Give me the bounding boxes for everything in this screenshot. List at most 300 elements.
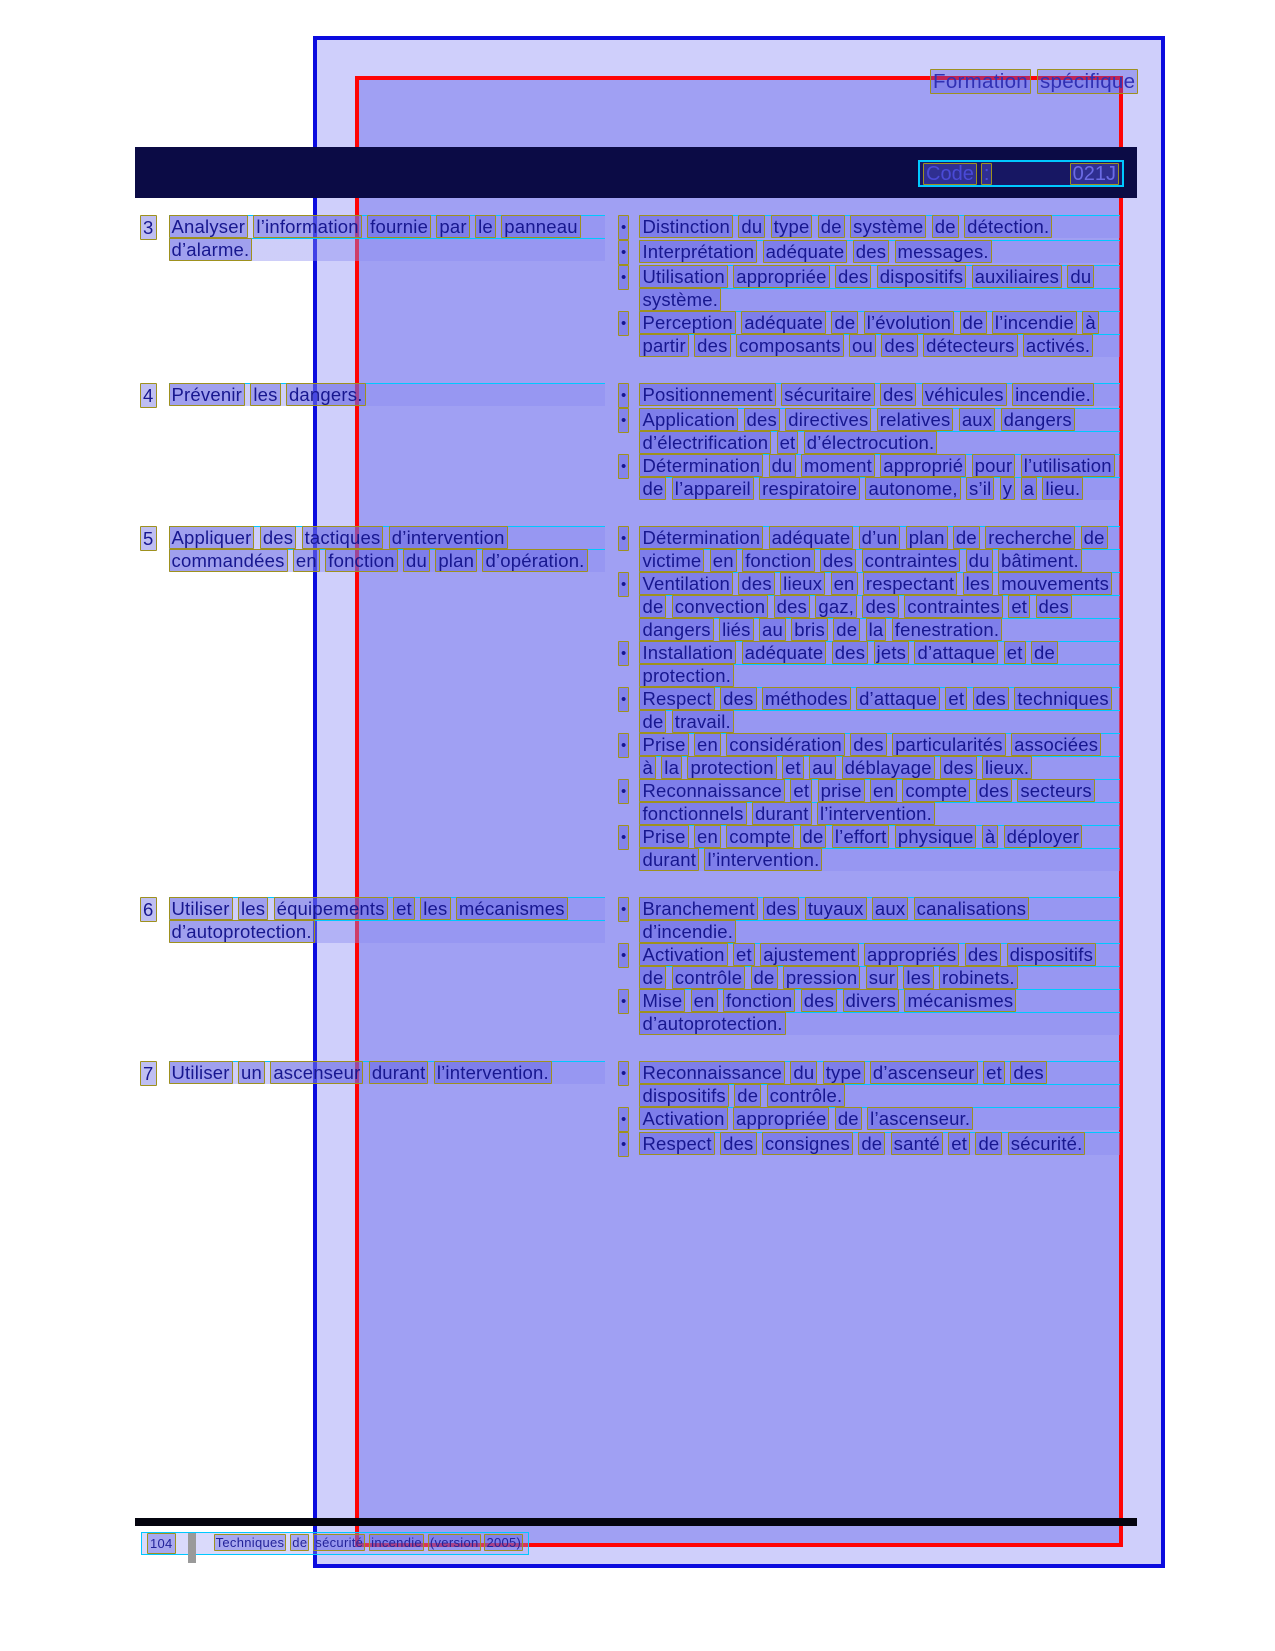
word-box: Mise (639, 989, 685, 1012)
word-box: adéquate (742, 641, 827, 664)
word-box: tactiques (302, 526, 384, 549)
word-box: de (1031, 641, 1058, 664)
criterion-text (639, 215, 1120, 238)
criterion-item (618, 311, 1120, 357)
criterion-text (639, 989, 1120, 1035)
word-box: des (820, 549, 856, 572)
criterion-item (618, 383, 1120, 408)
bullet-icon: • (618, 408, 629, 433)
word-box: incendie. (1012, 383, 1094, 406)
word-box: les (420, 897, 450, 920)
word-box: de (960, 311, 987, 334)
word-box: lieux. (982, 756, 1032, 779)
criterion-text (639, 383, 1120, 406)
word-box: Respect (639, 1132, 714, 1155)
code-value: 021J (1070, 163, 1119, 185)
page-number: 104 (147, 1533, 176, 1554)
word-box: panneau (501, 215, 580, 238)
word-box: (version (429, 1535, 479, 1550)
word-box: composants (736, 334, 844, 357)
word-box: des (976, 779, 1012, 802)
criterion-text (639, 943, 1120, 989)
word-box: spécifique (1037, 69, 1138, 94)
word-box: et (945, 687, 967, 710)
word-box: jets (874, 641, 910, 664)
word-box: par (436, 215, 469, 238)
criteria-list (618, 526, 1120, 871)
word-box: adéquate (769, 526, 854, 549)
criterion-item (618, 240, 1120, 265)
word-box: sécuritaire (781, 383, 875, 406)
bullet-icon: • (618, 897, 629, 922)
word-box: Reconnaissance (639, 779, 785, 802)
criterion-item (618, 733, 1120, 779)
word-box: des (260, 526, 296, 549)
objective-statement (169, 1061, 605, 1084)
word-box: incendie (371, 1535, 422, 1550)
word-box: Branchement (639, 897, 757, 920)
word-box: recherche (985, 526, 1075, 549)
word-box: de (292, 1535, 308, 1550)
word-box: particularités (892, 733, 1006, 756)
word-box: des (744, 408, 780, 431)
objective-statement (169, 897, 605, 943)
word-box: des (880, 383, 916, 406)
objective-number: 5 (140, 526, 157, 551)
word-box: fenestration. (892, 618, 1002, 641)
word-box: en (870, 779, 897, 802)
word-box: au (759, 618, 786, 641)
criterion-item (618, 572, 1120, 641)
word-box: en (293, 549, 320, 572)
word-box: d’ascenseur (870, 1061, 978, 1084)
criterion-text (639, 897, 1120, 943)
word-box: détection. (964, 215, 1052, 238)
word-box: Positionnement (639, 383, 775, 406)
word-box: Application (639, 408, 738, 431)
objective-statement (169, 383, 605, 406)
word-box: dispositifs (639, 1084, 728, 1107)
word-box: de (831, 311, 858, 334)
objective-left (140, 383, 618, 408)
bullet-icon: • (618, 454, 629, 479)
footer-divider (188, 1533, 196, 1563)
word-box: mouvements (998, 572, 1112, 595)
word-box: l’utilisation (1021, 454, 1115, 477)
word-box: durant (639, 848, 699, 871)
word-box: des (862, 595, 898, 618)
code-field (918, 160, 1124, 187)
page-footer (141, 1532, 529, 1555)
word-box: à (982, 825, 999, 848)
word-box: et (983, 1061, 1005, 1084)
word-box: équipements (274, 897, 388, 920)
bullet-icon: • (618, 526, 629, 551)
word-box: bâtiment. (998, 549, 1082, 572)
word-box: l’ascenseur. (867, 1107, 973, 1130)
objective-row (140, 215, 1120, 357)
word-box: consignes (762, 1132, 853, 1155)
criterion-text (639, 733, 1120, 779)
criteria-list (618, 383, 1120, 500)
word-box: le (475, 215, 496, 238)
word-box: de (835, 1107, 862, 1130)
word-box: du (966, 549, 993, 572)
word-box: auxiliaires (972, 265, 1062, 288)
criterion-item (618, 1107, 1120, 1132)
word-box: sécurité (315, 1535, 364, 1550)
criterion-item (618, 779, 1120, 825)
objective-row (140, 1061, 1120, 1157)
word-box: les (250, 383, 280, 406)
word-box: associées (1011, 733, 1101, 756)
word-box: aux (959, 408, 995, 431)
word-box: dangers (639, 618, 713, 641)
word-box: contrôle (672, 966, 745, 989)
word-box: Formation (930, 69, 1031, 94)
word-box: Détermination (639, 526, 763, 549)
word-box: mécanismes (456, 897, 568, 920)
word-box: d’attaque (914, 641, 998, 664)
criterion-text (639, 408, 1120, 454)
criterion-item (618, 265, 1120, 311)
word-box: déblayage (842, 756, 935, 779)
objective-left (140, 215, 618, 261)
word-box: des (720, 687, 756, 710)
objective-number: 7 (140, 1061, 157, 1086)
word-box: les (903, 966, 933, 989)
objective-statement (169, 215, 605, 261)
word-box: du (1067, 265, 1094, 288)
word-box: en (694, 733, 721, 756)
word-box: de (800, 825, 827, 848)
word-box: Activation (639, 943, 727, 966)
word-box: en (831, 572, 858, 595)
criterion-item (618, 641, 1120, 687)
criterion-item (618, 454, 1120, 500)
word-box: type (771, 215, 813, 238)
word-box: Prévenir (169, 383, 246, 406)
word-box: lieu. (1042, 477, 1083, 500)
word-box: méthodes (762, 687, 851, 710)
word-box: des (832, 641, 868, 664)
word-box: et (948, 1132, 970, 1155)
word-box: d’intervention (389, 526, 508, 549)
word-box: et (733, 943, 755, 966)
word-box: secteurs (1017, 779, 1095, 802)
word-box: de (751, 966, 778, 989)
bullet-icon: • (618, 989, 629, 1014)
criterion-item (618, 408, 1120, 454)
criterion-text (639, 687, 1120, 733)
word-box: divers (843, 989, 900, 1012)
objective-left (140, 1061, 618, 1086)
word-box: partir (639, 334, 688, 357)
word-box: liés (719, 618, 754, 641)
word-box: et (777, 431, 799, 454)
word-box: du (790, 1061, 817, 1084)
word-box: directives (785, 408, 871, 431)
word-box: considération (726, 733, 845, 756)
criterion-text (639, 311, 1120, 357)
word-box: moment (801, 454, 875, 477)
bullet-icon: • (618, 1061, 629, 1086)
criterion-item (618, 215, 1120, 240)
word-box: Utiliser (169, 1061, 233, 1084)
word-box: des (881, 334, 917, 357)
word-box: relatives (877, 408, 954, 431)
word-box: des (738, 572, 774, 595)
objective-row (140, 897, 1120, 1035)
word-box: physique (895, 825, 977, 848)
page-header-right (930, 70, 1138, 94)
bullet-icon: • (618, 265, 629, 290)
word-box: de (639, 595, 666, 618)
word-box: en (691, 989, 718, 1012)
word-box: l’intervention. (704, 848, 822, 871)
objective-row (140, 383, 1120, 500)
word-box: travail. (672, 710, 734, 733)
word-box: contraintes (862, 549, 961, 572)
word-box: des (940, 756, 976, 779)
bullet-icon: • (618, 1107, 629, 1132)
word-box: des (965, 943, 1001, 966)
bullet-icon: • (618, 779, 629, 804)
bullet-icon: • (618, 240, 629, 265)
word-box: gaz, (815, 595, 857, 618)
word-box: de (1081, 526, 1108, 549)
word-box: pression (783, 966, 861, 989)
word-box: adéquate (741, 311, 826, 334)
word-box: dangers (1001, 408, 1075, 431)
word-box: un (238, 1061, 265, 1084)
word-box: des (850, 733, 886, 756)
criterion-item (618, 687, 1120, 733)
word-box: Techniques (215, 1535, 285, 1550)
word-box: tuyaux (805, 897, 867, 920)
word-box: durant (752, 802, 812, 825)
word-box: d’autoprotection. (639, 1012, 785, 1035)
criteria-list (618, 897, 1120, 1035)
word-box: activés. (1023, 334, 1093, 357)
word-box: plan (906, 526, 948, 549)
word-box: la (866, 618, 887, 641)
word-box: d’électrocution. (804, 431, 938, 454)
word-box: du (738, 215, 765, 238)
word-box: approprié (880, 454, 966, 477)
word-box: Utiliser (169, 897, 233, 920)
word-box: appropriée (733, 1107, 829, 1130)
word-box: à (639, 756, 656, 779)
word-box: Prise (639, 825, 688, 848)
word-box: convection (672, 595, 768, 618)
word-box: protection (687, 756, 776, 779)
word-box: au (809, 756, 836, 779)
word-box: fonction (742, 549, 814, 572)
word-box: fonctionnels (639, 802, 746, 825)
word-box: respectant (863, 572, 957, 595)
word-box: et (393, 897, 415, 920)
word-box: ajustement (760, 943, 859, 966)
objective-left (140, 526, 618, 572)
word-box: en (710, 549, 737, 572)
criterion-text (639, 454, 1120, 500)
word-box: en (694, 825, 721, 848)
word-box: compte (726, 825, 794, 848)
word-box: techniques (1014, 687, 1111, 710)
word-box: type (823, 1061, 865, 1084)
word-box: Interprétation (639, 240, 757, 263)
criterion-text (639, 526, 1120, 572)
word-box: de (975, 1132, 1002, 1155)
word-box: de (932, 215, 959, 238)
word-box: pour (972, 454, 1016, 477)
word-box: à (1082, 311, 1099, 334)
word-box: Prise (639, 733, 688, 756)
word-box: messages. (895, 240, 992, 263)
word-box: déployer (1004, 825, 1083, 848)
word-box: fonction (325, 549, 397, 572)
word-box: appropriés (864, 943, 959, 966)
word-box: des (1010, 1061, 1046, 1084)
word-box: ascenseur (270, 1061, 363, 1084)
word-box: sur (866, 966, 898, 989)
word-box: durant (369, 1061, 429, 1084)
objective-left (140, 897, 618, 943)
word-box: fonction (723, 989, 795, 1012)
word-box: de (639, 966, 666, 989)
code-separator: : (981, 163, 993, 185)
word-box: détecteurs (923, 334, 1017, 357)
word-box: des (853, 240, 889, 263)
word-box: dispositifs (877, 265, 966, 288)
word-box: plan (435, 549, 477, 572)
criterion-text (639, 572, 1120, 641)
criterion-text (639, 1132, 1120, 1155)
word-box: de (833, 618, 860, 641)
word-box: mécanismes (904, 989, 1016, 1012)
word-box: l’incendie (992, 311, 1077, 334)
objective-number: 4 (140, 383, 157, 408)
word-box: véhicules (922, 383, 1007, 406)
word-box: et (1004, 641, 1026, 664)
word-box: et (790, 779, 812, 802)
bullet-icon: • (618, 733, 629, 758)
objectives-table (140, 215, 1120, 1183)
word-box: prise (818, 779, 865, 802)
word-box: de (818, 215, 845, 238)
word-box: sécurité. (1008, 1132, 1086, 1155)
objective-row (140, 526, 1120, 871)
criterion-item (618, 989, 1120, 1035)
word-box: aux (872, 897, 908, 920)
bullet-icon: • (618, 572, 629, 597)
word-box: les (963, 572, 993, 595)
word-box: du (403, 549, 430, 572)
objective-statement (169, 526, 605, 572)
bullet-icon: • (618, 687, 629, 712)
word-box: de (734, 1084, 761, 1107)
word-box: lieux (780, 572, 825, 595)
word-box: 2005) (486, 1535, 522, 1550)
word-box: l’information (253, 215, 361, 238)
word-box: d’un (859, 526, 901, 549)
criterion-text (639, 779, 1120, 825)
bullet-icon: • (618, 383, 629, 408)
word-box: Ventilation (639, 572, 733, 595)
criteria-list (618, 1061, 1120, 1157)
word-box: l’intervention. (434, 1061, 552, 1084)
word-box: robinets. (939, 966, 1018, 989)
criterion-item (618, 897, 1120, 943)
word-box: d’opération. (482, 549, 587, 572)
word-box: d’électrification (639, 431, 771, 454)
word-box: bris (791, 618, 828, 641)
section-header-bar (135, 147, 1137, 198)
word-box: de (639, 710, 666, 733)
word-box: des (763, 897, 799, 920)
word-box: appropriée (733, 265, 829, 288)
word-box: de (858, 1132, 885, 1155)
word-box: Reconnaissance (639, 1061, 785, 1084)
word-box: dangers. (286, 383, 366, 406)
word-box: contrôle. (767, 1084, 846, 1107)
bullet-icon: • (618, 641, 629, 666)
word-box: Installation (639, 641, 736, 664)
word-box: système (850, 215, 926, 238)
bullet-icon: • (618, 943, 629, 968)
criterion-text (639, 641, 1120, 687)
word-box: fournie (367, 215, 431, 238)
word-box: l’appareil (672, 477, 754, 500)
word-box: contraintes (904, 595, 1003, 618)
footer-rule (135, 1518, 1137, 1526)
bullet-icon: • (618, 1132, 629, 1157)
footer-doc-title (214, 1533, 524, 1552)
objective-number: 6 (140, 897, 157, 922)
word-box: adéquate (763, 240, 848, 263)
code-label: Code (923, 163, 977, 185)
criteria-list (618, 215, 1120, 357)
criterion-item (618, 1132, 1120, 1157)
word-box: d’alarme. (169, 238, 253, 261)
word-box: Détermination (639, 454, 763, 477)
criterion-text (639, 240, 1120, 263)
word-box: Respect (639, 687, 714, 710)
word-box: Distinction (639, 215, 733, 238)
word-box: Appliquer (169, 526, 255, 549)
word-box: des (774, 595, 810, 618)
word-box: les (238, 897, 268, 920)
word-box: d’autoprotection. (169, 920, 315, 943)
word-box: de (639, 477, 666, 500)
word-box: l’évolution (864, 311, 954, 334)
word-box: la (661, 756, 682, 779)
objective-number: 3 (140, 215, 157, 240)
word-box: santé (891, 1132, 943, 1155)
word-box: Analyser (169, 215, 249, 238)
word-box: s’il (966, 477, 994, 500)
bullet-icon: • (618, 311, 629, 336)
criterion-text (639, 1107, 1120, 1130)
word-box: compte (902, 779, 970, 802)
word-box: et (782, 756, 804, 779)
criterion-text (639, 265, 1120, 311)
criterion-item (618, 526, 1120, 572)
word-box: autonome, (865, 477, 960, 500)
word-box: l’effort (832, 825, 890, 848)
criterion-text (639, 825, 1120, 871)
